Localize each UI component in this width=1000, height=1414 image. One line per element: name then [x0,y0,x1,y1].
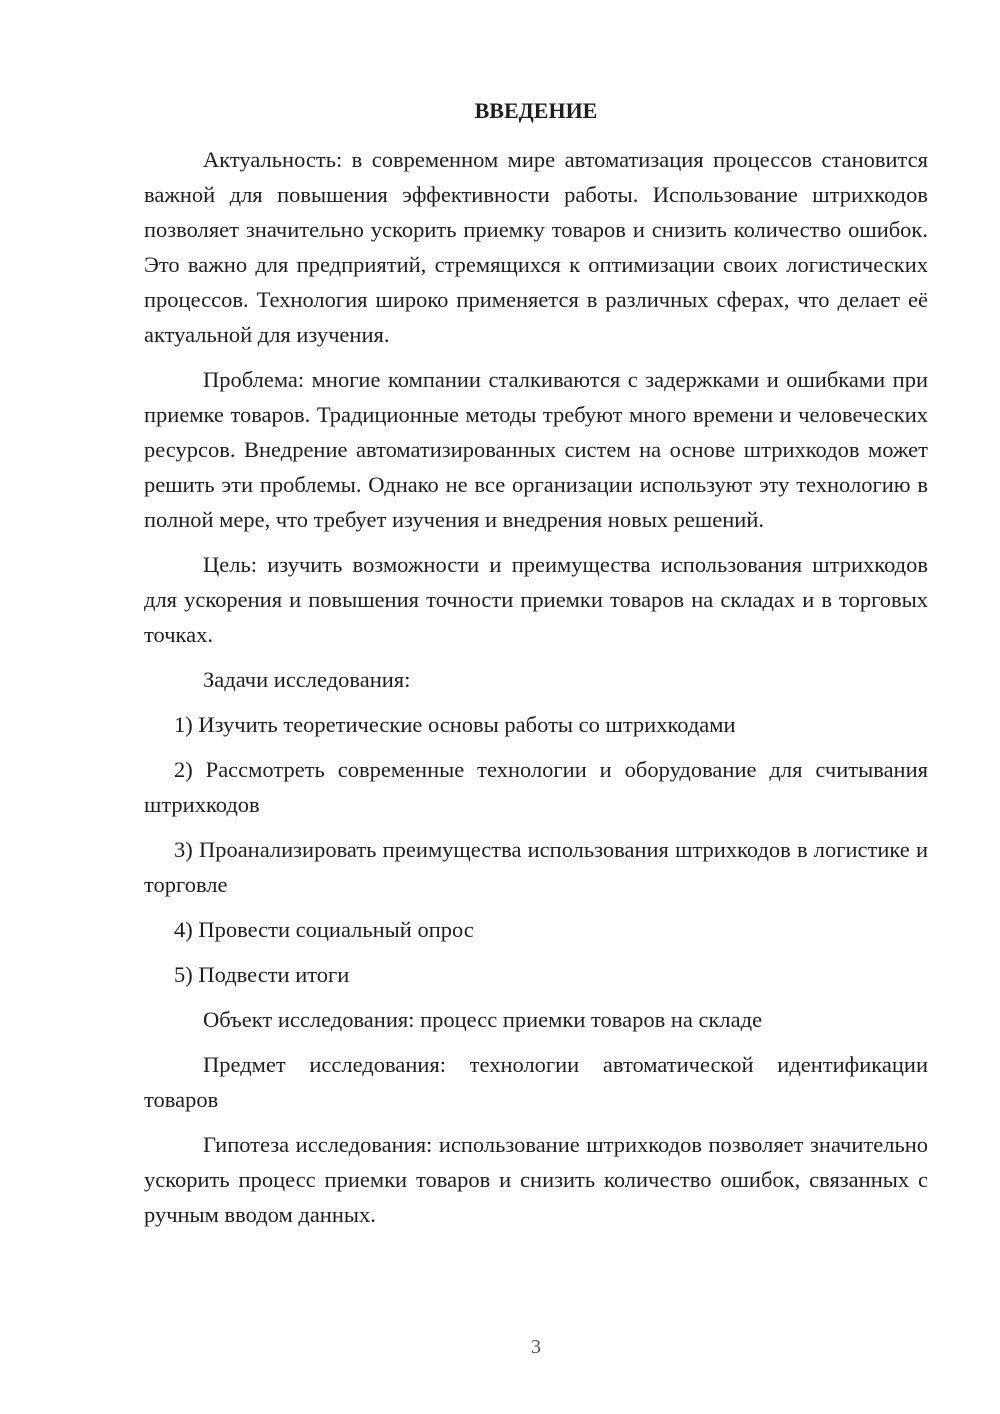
task-item: 3) Проанализировать преимущества использования штрихкодов в логистике и торговле [144,837,928,897]
tasks-heading: Задачи исследования: [203,667,411,692]
paragraph-object: Объект исследования: процесс приемки товаров на складе [203,1007,763,1032]
task-item: 5) Подвести итоги [174,962,350,987]
page-number: 3 [531,1336,541,1358]
task-item: 1) Изучить теоретические основы работы со штрихкодами [174,712,736,737]
paragraph-relevance: Актуальность: в современном мире автоматизация процессов становится важной для повышения эффективности работы. Использование штрихкодов позволяет значительно ускорить приемку товаров и снизить количество ошибок. Это важно для предприятий, стремящихся к оптимизации своих логистических процессов. Технология широко применяется в различных сферах, что делает её актуальной для изучения. [144,147,928,347]
paragraph-problem: Проблема: многие компании сталкиваются с задержками и ошибками при приемке товаров. Традиционные методы требуют много времени и человеческих ресурсов. Внедрение автоматизированных систем на основе штрихкодов может решить эти проблемы. Однако не все организации используют эту технологию в полной мере, что требует изучения и внедрения новых решений. [144,367,928,532]
paragraph-goal: Цель: изучить возможности и преимущества использования штрихкодов для ускорения и повышения точности приемки товаров на складах и в торговых точках. [144,552,928,647]
paragraph-hypothesis: Гипотеза исследования: использование штрихкодов позволяет значительно ускорить процесс приемки товаров и снизить количество ошибок, связанных с ручным вводом данных. [144,1132,928,1227]
section-heading: ВВЕДЕНИЕ [474,98,598,123]
task-item: 4) Провести социальный опрос [174,917,474,942]
body-text [144,142,928,1242]
task-item: 2) Рассмотреть современные технологии и оборудование для считывания штрихкодов [144,757,928,817]
paragraph-subject: Предмет исследования: технологии автоматической идентификации товаров [144,1052,928,1112]
